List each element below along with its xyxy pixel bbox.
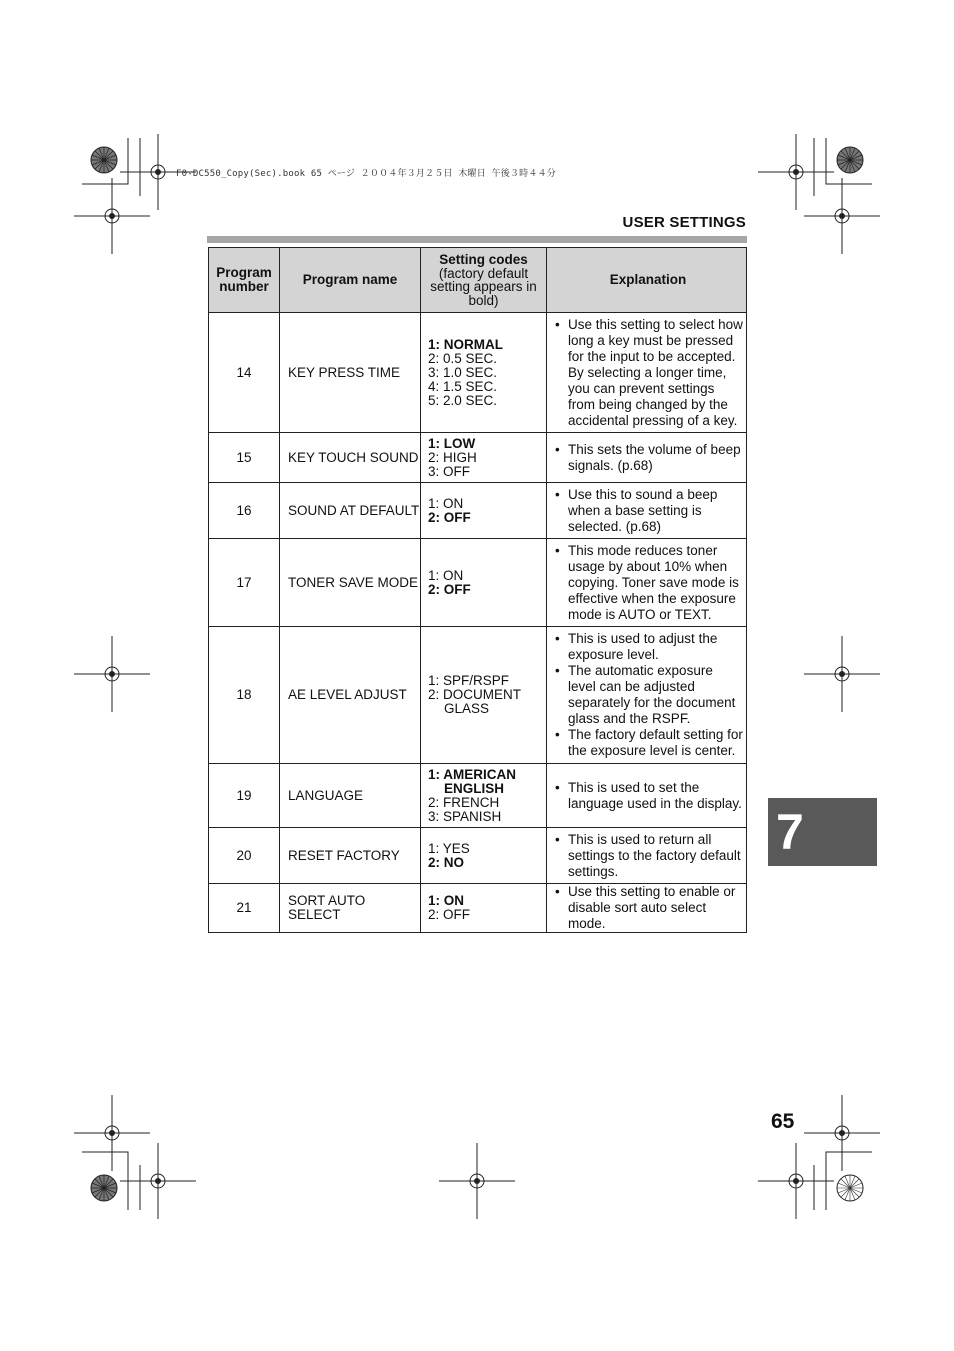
setting-code: 5: 2.0 SEC.: [428, 392, 498, 408]
setting-code: 1: ON: [428, 495, 464, 511]
setting-code-default: 1: AMERICAN: [428, 766, 517, 782]
explanation: [547, 884, 747, 933]
explanation: [547, 764, 747, 828]
col-program-name: Program name: [280, 248, 421, 313]
setting-codes: [421, 627, 547, 764]
explanation-bullet: • The factory default setting for the exposure level is center.: [553, 727, 743, 759]
setting-code: 2: DOCUMENT: [428, 687, 522, 702]
table-row: [209, 764, 747, 828]
explanation-bullet: • Use this to sound a beep when a base setting is selected. (p.68): [553, 487, 743, 535]
program-number: 14: [209, 313, 280, 433]
program-number: 21: [209, 884, 280, 933]
explanation: [547, 539, 747, 627]
table-row: [209, 884, 747, 933]
setting-codes: [421, 539, 547, 627]
chapter-tab: 7: [768, 798, 877, 866]
setting-code-default: 1: LOW: [428, 435, 476, 451]
explanation-bullet: • Use this setting to enable or disable sort auto select mode.: [553, 884, 743, 932]
program-number: 18: [209, 627, 280, 764]
program-name: SORT AUTO SELECT: [280, 884, 421, 933]
program-name: KEY PRESS TIME: [280, 313, 421, 433]
explanation-bullet: • The automatic exposure level can be adjusted separately for the document glass and the RSPF.: [553, 663, 743, 727]
explanation: [547, 627, 747, 764]
explanation-bullet: • This sets the volume of beep signals. (p.68): [553, 442, 743, 474]
col-explanation: Explanation: [547, 248, 747, 313]
setting-codes: [421, 764, 547, 828]
explanation: [547, 483, 747, 539]
setting-code-default: 2: OFF: [428, 509, 471, 525]
setting-code: 2: 0.5 SEC.: [428, 350, 498, 366]
setting-code-default: 2: NO: [428, 854, 465, 870]
explanation-list: [553, 832, 743, 880]
program-number: 16: [209, 483, 280, 539]
setting-code-default: ENGLISH: [444, 780, 505, 796]
setting-code-default: 1: NORMAL: [428, 336, 503, 352]
explanation: [547, 313, 747, 433]
explanation-list: [553, 884, 743, 932]
setting-code: 2: FRENCH: [428, 794, 500, 810]
setting-codes: [421, 433, 547, 483]
setting-code-default: 2: OFF: [428, 581, 471, 597]
table-header-row: [209, 248, 747, 313]
table-body: [209, 313, 747, 933]
explanation-list: [553, 543, 743, 623]
program-name: TONER SAVE MODE: [280, 539, 421, 627]
program-name: KEY TOUCH SOUND: [280, 433, 421, 483]
settings-table: [208, 247, 747, 933]
program-name: RESET FACTORY: [280, 828, 421, 884]
setting-code: 1: YES: [428, 840, 470, 856]
setting-code: 3: SPANISH: [428, 808, 502, 824]
table-row: [209, 539, 747, 627]
table-row: [209, 433, 747, 483]
explanation-list: [553, 317, 743, 429]
setting-codes: [421, 483, 547, 539]
table-row: [209, 828, 747, 884]
setting-code: 1: ON: [428, 567, 464, 583]
table-row: [209, 483, 747, 539]
explanation-list: [553, 780, 743, 812]
setting-code: 4: 1.5 SEC.: [428, 378, 498, 394]
setting-codes: [421, 884, 547, 933]
explanation-list: [553, 487, 743, 535]
setting-codes: [421, 313, 547, 433]
explanation-bullet: • This mode reduces toner usage by about 10% when copying. Toner save mode is effective when the exposure mode is AUTO or TEXT.: [553, 543, 743, 623]
table-row: [209, 313, 747, 433]
setting-code: 2: OFF: [428, 907, 471, 922]
setting-code: 2: HIGH: [428, 449, 477, 465]
explanation-bullet: • This is used to return all settings to the factory default settings.: [553, 832, 743, 880]
setting-code-default: 1: ON: [428, 893, 465, 908]
page-number: 65: [771, 1110, 795, 1133]
header-rule: [207, 236, 747, 243]
explanation-bullet: • This is used to adjust the exposure level.: [553, 631, 743, 663]
explanation: [547, 828, 747, 884]
setting-code: 3: 1.0 SEC.: [428, 364, 498, 380]
explanation-bullet: • This is used to set the language used in the display.: [553, 780, 743, 812]
setting-codes-title: Setting codes: [439, 252, 528, 267]
setting-code: 1: SPF/RSPF: [428, 673, 510, 688]
program-name: AE LEVEL ADJUST: [280, 627, 421, 764]
col-setting-codes: [421, 248, 547, 313]
program-number: 19: [209, 764, 280, 828]
setting-code: GLASS: [444, 701, 490, 716]
explanation-list: [553, 442, 743, 474]
setting-codes: [421, 828, 547, 884]
explanation-list: [553, 631, 743, 759]
print-file-info: F0-DC550_Copy(Sec).book 65 ページ ２００４年３月２５日 木曜日 午後３時４４分: [176, 169, 556, 179]
program-number: 20: [209, 828, 280, 884]
program-number: 17: [209, 539, 280, 627]
col-program-number: Program number: [209, 248, 280, 313]
explanation-bullet: • Use this setting to select how long a key must be pressed for the input to be accepted. By selecting a longer time, you can prevent settings from being changed by the accidental pressing of a key.: [553, 317, 743, 429]
setting-code: 3: OFF: [428, 463, 471, 479]
section-title: USER SETTINGS: [622, 214, 746, 231]
setting-codes-note: (factory default setting appears in bold): [430, 265, 537, 308]
program-name: LANGUAGE: [280, 764, 421, 828]
program-number: 15: [209, 433, 280, 483]
explanation: [547, 433, 747, 483]
program-name: SOUND AT DEFAULT: [280, 483, 421, 539]
table-row: [209, 627, 747, 764]
